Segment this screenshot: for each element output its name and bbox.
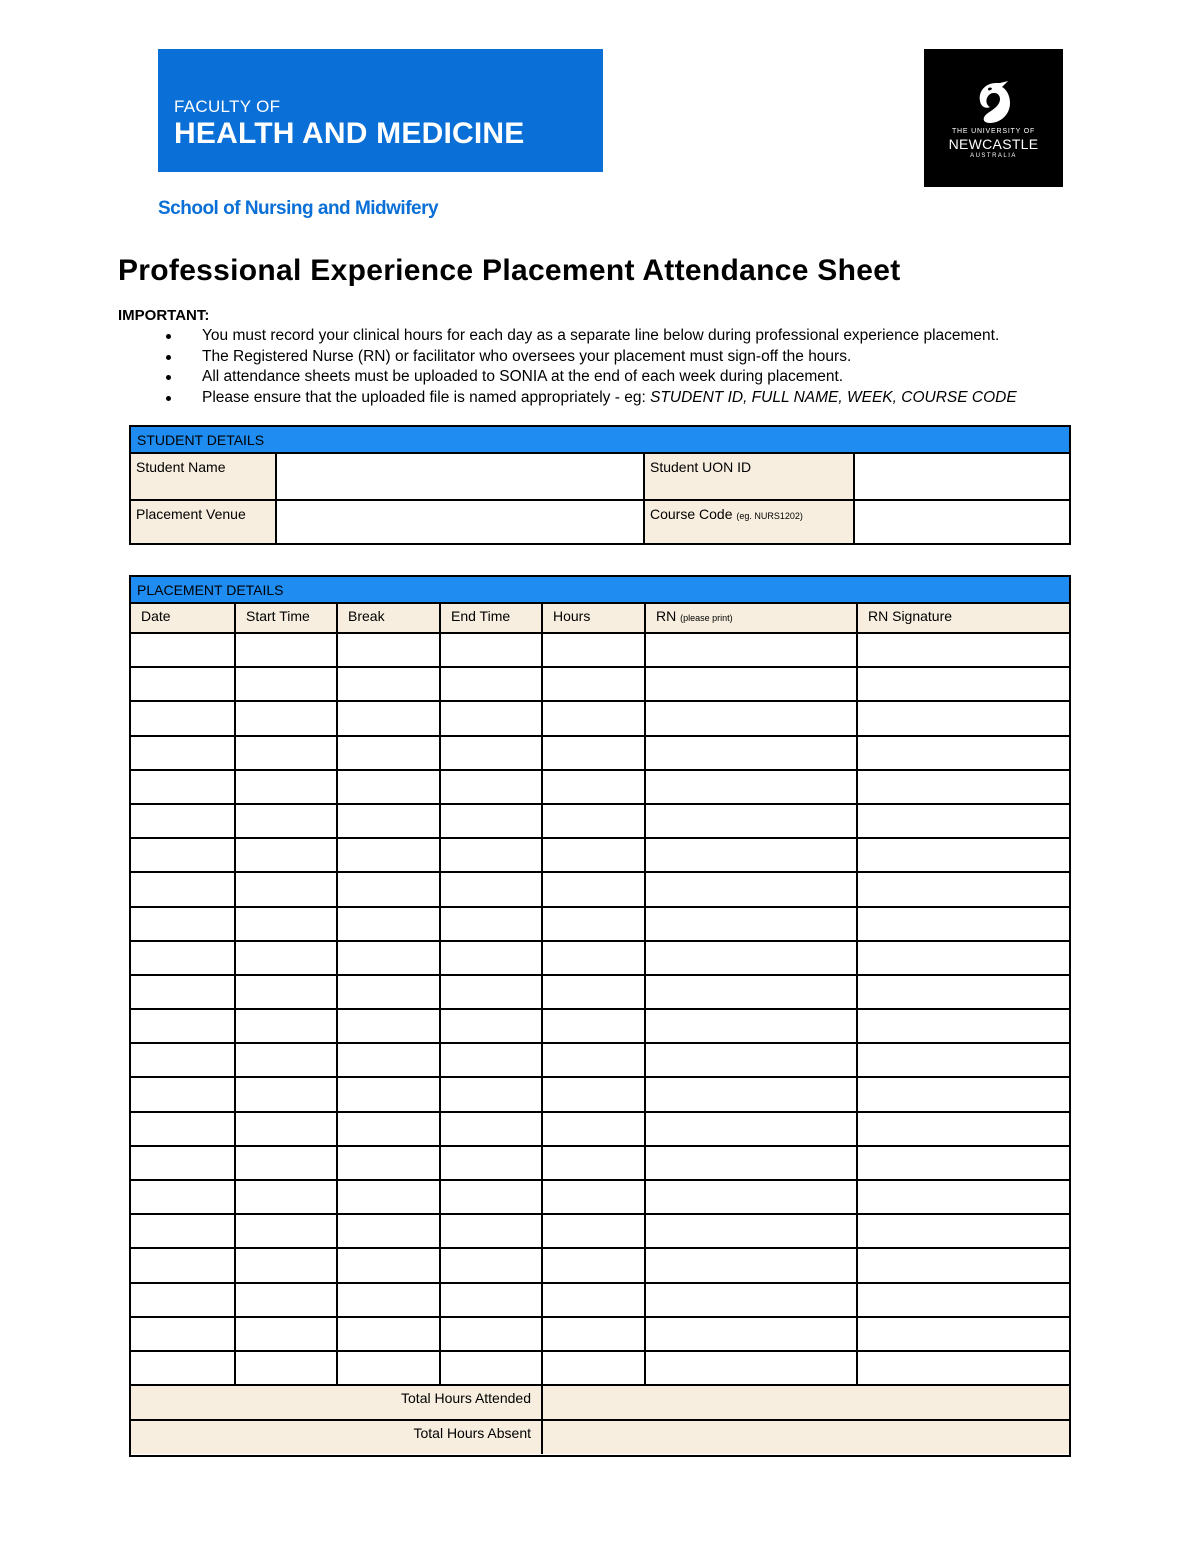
end-time-cell[interactable] [440, 872, 542, 906]
column-header-rn-signature: RN Signature [857, 604, 1069, 633]
table-row [131, 1112, 1069, 1146]
end-time-cell[interactable] [440, 804, 542, 838]
date-cell[interactable] [131, 633, 235, 667]
logo-text-line3: AUSTRALIA [970, 153, 1017, 159]
rn-signature-cell[interactable] [857, 1077, 1069, 1111]
rn-signature-cell[interactable] [857, 941, 1069, 975]
table-row [131, 1043, 1069, 1077]
rn-signature-cell[interactable] [857, 701, 1069, 735]
date-cell[interactable] [131, 1248, 235, 1282]
start-time-cell[interactable] [235, 1077, 337, 1111]
break-cell[interactable] [337, 941, 440, 975]
break-cell[interactable] [337, 1214, 440, 1248]
table-row [131, 1248, 1069, 1282]
student-name-label: Student Name [131, 454, 275, 499]
list-item: All attendance sheets must be uploaded to SONIA at the end of each week during placement. [160, 367, 1017, 388]
break-cell[interactable] [337, 1248, 440, 1282]
hours-cell[interactable] [542, 633, 645, 667]
rn-name-cell[interactable] [645, 1283, 857, 1317]
table-row [131, 804, 1069, 838]
bullet-icon [166, 334, 171, 339]
end-time-cell[interactable] [440, 1214, 542, 1248]
end-time-cell[interactable] [440, 1146, 542, 1180]
rn-name-cell[interactable] [645, 701, 857, 735]
hours-cell[interactable] [542, 1180, 645, 1214]
break-cell[interactable] [337, 1351, 440, 1385]
start-time-cell[interactable] [235, 975, 337, 1009]
date-cell[interactable] [131, 1009, 235, 1043]
start-time-cell[interactable] [235, 872, 337, 906]
rn-name-cell[interactable] [645, 1180, 857, 1214]
faculty-line2: HEALTH AND MEDICINE [174, 117, 525, 150]
table-row [131, 667, 1069, 701]
start-time-cell[interactable] [235, 701, 337, 735]
hours-cell[interactable] [542, 907, 645, 941]
important-label: IMPORTANT: [118, 307, 210, 324]
hours-cell[interactable] [542, 1112, 645, 1146]
rn-signature-cell[interactable] [857, 1248, 1069, 1282]
course-code-hint: (eg. NURS1202) [736, 511, 803, 521]
placement-details-section [129, 575, 1071, 1457]
end-time-cell[interactable] [440, 633, 542, 667]
hours-cell[interactable] [542, 941, 645, 975]
date-cell[interactable] [131, 907, 235, 941]
start-time-cell[interactable] [235, 1043, 337, 1077]
table-row [131, 1009, 1069, 1043]
end-time-cell[interactable] [440, 907, 542, 941]
end-time-cell[interactable] [440, 770, 542, 804]
total-hours-attended-field[interactable] [542, 1385, 1069, 1420]
table-row [131, 1351, 1069, 1385]
date-cell[interactable] [131, 1077, 235, 1111]
date-cell[interactable] [131, 872, 235, 906]
end-time-cell[interactable] [440, 1351, 542, 1385]
end-time-cell[interactable] [440, 1248, 542, 1282]
table-row [131, 1283, 1069, 1317]
divider [275, 454, 277, 543]
break-cell[interactable] [337, 770, 440, 804]
date-cell[interactable] [131, 941, 235, 975]
end-time-cell[interactable] [440, 1077, 542, 1111]
list-item: You must record your clinical hours for each day as a separate line below during professional experience placement. [160, 326, 1017, 347]
logo-text-line2: NEWCASTLE [948, 136, 1039, 152]
start-time-cell[interactable] [235, 1351, 337, 1385]
rn-name-cell[interactable] [645, 1351, 857, 1385]
end-time-cell[interactable] [440, 1043, 542, 1077]
hours-cell[interactable] [542, 838, 645, 872]
start-time-cell[interactable] [235, 633, 337, 667]
rn-signature-cell[interactable] [857, 975, 1069, 1009]
student-name-field[interactable] [277, 454, 643, 499]
rn-name-cell[interactable] [645, 736, 857, 770]
break-cell[interactable] [337, 1146, 440, 1180]
student-details-section [129, 425, 1071, 545]
rn-signature-cell[interactable] [857, 838, 1069, 872]
rn-name-cell[interactable] [645, 1214, 857, 1248]
date-cell[interactable] [131, 701, 235, 735]
table-row [131, 1317, 1069, 1351]
rn-name-cell[interactable] [645, 1112, 857, 1146]
hours-cell[interactable] [542, 667, 645, 701]
list-item: Please ensure that the uploaded file is named appropriately - eg: STUDENT ID, FULL NAME, WEEK, COURSE CODE [160, 388, 1017, 409]
date-cell[interactable] [131, 1112, 235, 1146]
end-time-cell[interactable] [440, 975, 542, 1009]
start-time-cell[interactable] [235, 1112, 337, 1146]
divider [131, 499, 1069, 501]
hours-cell[interactable] [542, 804, 645, 838]
date-cell[interactable] [131, 1214, 235, 1248]
rn-signature-cell[interactable] [857, 1112, 1069, 1146]
rn-signature-cell[interactable] [857, 1146, 1069, 1180]
faculty-line1: FACULTY OF [174, 97, 281, 116]
break-cell[interactable] [337, 1112, 440, 1146]
start-time-cell[interactable] [235, 1180, 337, 1214]
end-time-cell[interactable] [440, 838, 542, 872]
end-time-cell[interactable] [440, 1180, 542, 1214]
end-time-cell[interactable] [440, 1317, 542, 1351]
rn-signature-cell[interactable] [857, 667, 1069, 701]
table-row [131, 1077, 1069, 1111]
bullet-icon [166, 355, 171, 360]
hours-cell[interactable] [542, 1283, 645, 1317]
date-cell[interactable] [131, 736, 235, 770]
university-logo [924, 49, 1063, 187]
hours-cell[interactable] [542, 1317, 645, 1351]
placement-venue-field[interactable] [277, 501, 643, 543]
hours-cell[interactable] [542, 872, 645, 906]
table-row [131, 1180, 1069, 1214]
table-header-row [131, 604, 1069, 633]
school-name: School of Nursing and Midwifery [158, 198, 439, 219]
table-row [131, 838, 1069, 872]
table-row [131, 1214, 1069, 1248]
rn-name-cell[interactable] [645, 1009, 857, 1043]
date-cell[interactable] [131, 1180, 235, 1214]
break-cell[interactable] [337, 736, 440, 770]
date-cell[interactable] [131, 1317, 235, 1351]
start-time-cell[interactable] [235, 1317, 337, 1351]
hours-cell[interactable] [542, 770, 645, 804]
rn-name-cell[interactable] [645, 1317, 857, 1351]
important-list [160, 326, 1017, 408]
start-time-cell[interactable] [235, 941, 337, 975]
rn-signature-cell[interactable] [857, 872, 1069, 906]
start-time-cell[interactable] [235, 1283, 337, 1317]
start-time-cell[interactable] [235, 804, 337, 838]
rn-signature-cell[interactable] [857, 1043, 1069, 1077]
table-row [131, 1146, 1069, 1180]
hours-cell[interactable] [542, 701, 645, 735]
rn-name-cell[interactable] [645, 1043, 857, 1077]
table-row [131, 770, 1069, 804]
rn-name-cell[interactable] [645, 1146, 857, 1180]
table-row [131, 907, 1069, 941]
rn-signature-cell[interactable] [857, 1214, 1069, 1248]
rn-signature-cell[interactable] [857, 1009, 1069, 1043]
hours-cell[interactable] [542, 1248, 645, 1282]
table-row [131, 701, 1069, 735]
hours-cell[interactable] [542, 1146, 645, 1180]
rn-name-cell[interactable] [645, 770, 857, 804]
column-header-rn: RN (please print) [645, 604, 857, 633]
break-cell[interactable] [337, 1180, 440, 1214]
start-time-cell[interactable] [235, 736, 337, 770]
rn-signature-cell[interactable] [857, 770, 1069, 804]
break-cell[interactable] [337, 1009, 440, 1043]
break-cell[interactable] [337, 1043, 440, 1077]
page-title: Professional Experience Placement Attendance Sheet [118, 254, 901, 287]
date-cell[interactable] [131, 975, 235, 1009]
end-time-cell[interactable] [440, 701, 542, 735]
break-cell[interactable] [337, 804, 440, 838]
column-header-end-time: End Time [440, 604, 542, 633]
faculty-banner [158, 49, 603, 172]
rn-signature-cell[interactable] [857, 1283, 1069, 1317]
date-cell[interactable] [131, 838, 235, 872]
break-cell[interactable] [337, 1077, 440, 1111]
rn-signature-cell[interactable] [857, 804, 1069, 838]
column-header-hours: Hours [542, 604, 645, 633]
rn-signature-cell[interactable] [857, 1351, 1069, 1385]
break-cell[interactable] [337, 667, 440, 701]
rn-name-cell[interactable] [645, 941, 857, 975]
hours-cell[interactable] [542, 1009, 645, 1043]
break-cell[interactable] [337, 838, 440, 872]
end-time-cell[interactable] [440, 667, 542, 701]
break-cell[interactable] [337, 1317, 440, 1351]
table-row [131, 633, 1069, 667]
end-time-cell[interactable] [440, 1009, 542, 1043]
rn-name-cell[interactable] [645, 1248, 857, 1282]
start-time-cell[interactable] [235, 667, 337, 701]
student-id-label: Student UON ID [645, 454, 853, 499]
divider [853, 454, 855, 543]
table-row [131, 736, 1069, 770]
bullet-icon [166, 375, 171, 380]
total-hours-absent-label: Total Hours Absent [131, 1420, 542, 1455]
date-cell[interactable] [131, 1283, 235, 1317]
start-time-cell[interactable] [235, 1214, 337, 1248]
date-cell[interactable] [131, 1043, 235, 1077]
break-cell[interactable] [337, 872, 440, 906]
hours-cell[interactable] [542, 736, 645, 770]
end-time-cell[interactable] [440, 941, 542, 975]
date-cell[interactable] [131, 804, 235, 838]
total-hours-absent-row [131, 1420, 1069, 1455]
hours-cell[interactable] [542, 1351, 645, 1385]
seahorse-crest-icon [966, 79, 1022, 125]
hours-cell[interactable] [542, 1043, 645, 1077]
table-row [131, 941, 1069, 975]
rn-name-cell[interactable] [645, 838, 857, 872]
break-cell[interactable] [337, 701, 440, 735]
column-header-date: Date [131, 604, 235, 633]
date-cell[interactable] [131, 1146, 235, 1180]
break-cell[interactable] [337, 907, 440, 941]
student-id-field[interactable] [855, 454, 1069, 499]
total-hours-absent-field[interactable] [542, 1420, 1069, 1455]
rn-name-cell[interactable] [645, 667, 857, 701]
rn-signature-cell[interactable] [857, 1180, 1069, 1214]
rn-signature-cell[interactable] [857, 907, 1069, 941]
course-code-field[interactable] [855, 501, 1069, 543]
rn-name-cell[interactable] [645, 907, 857, 941]
end-time-cell[interactable] [440, 736, 542, 770]
rn-name-cell[interactable] [645, 1077, 857, 1111]
start-time-cell[interactable] [235, 1248, 337, 1282]
hours-cell[interactable] [542, 1077, 645, 1111]
start-time-cell[interactable] [235, 770, 337, 804]
course-code-label: Course Code (eg. NURS1202) [645, 501, 853, 543]
total-hours-attended-label: Total Hours Attended [131, 1385, 542, 1420]
column-header-start-time: Start Time [235, 604, 337, 633]
end-time-cell[interactable] [440, 1112, 542, 1146]
rn-name-cell[interactable] [645, 633, 857, 667]
break-cell[interactable] [337, 1283, 440, 1317]
table-row [131, 872, 1069, 906]
total-hours-attended-row [131, 1385, 1069, 1420]
hours-cell[interactable] [542, 1214, 645, 1248]
start-time-cell[interactable] [235, 1146, 337, 1180]
date-cell[interactable] [131, 1351, 235, 1385]
table-row [131, 975, 1069, 1009]
end-time-cell[interactable] [440, 1283, 542, 1317]
placement-venue-label: Placement Venue [131, 501, 275, 543]
student-details-header: STUDENT DETAILS [131, 427, 1069, 454]
file-naming-example: STUDENT ID, FULL NAME, WEEK, COURSE CODE [650, 388, 1017, 406]
rn-signature-cell[interactable] [857, 736, 1069, 770]
rn-name-cell[interactable] [645, 804, 857, 838]
rn-signature-cell[interactable] [857, 1317, 1069, 1351]
divider [643, 454, 645, 543]
rn-name-cell[interactable] [645, 872, 857, 906]
rn-name-cell[interactable] [645, 975, 857, 1009]
start-time-cell[interactable] [235, 1009, 337, 1043]
logo-text-line1: THE UNIVERSITY OF [951, 128, 1036, 135]
column-header-break: Break [337, 604, 440, 633]
hours-cell[interactable] [542, 975, 645, 1009]
break-cell[interactable] [337, 975, 440, 1009]
rn-signature-cell[interactable] [857, 633, 1069, 667]
date-cell[interactable] [131, 770, 235, 804]
break-cell[interactable] [337, 633, 440, 667]
start-time-cell[interactable] [235, 907, 337, 941]
placement-details-header: PLACEMENT DETAILS [131, 577, 1069, 604]
date-cell[interactable] [131, 667, 235, 701]
rn-hint: (please print) [680, 613, 733, 623]
start-time-cell[interactable] [235, 838, 337, 872]
list-item: The Registered Nurse (RN) or facilitator who oversees your placement must sign-off the hours. [160, 347, 1017, 368]
attendance-table [131, 604, 1069, 1454]
bullet-icon [166, 396, 171, 401]
